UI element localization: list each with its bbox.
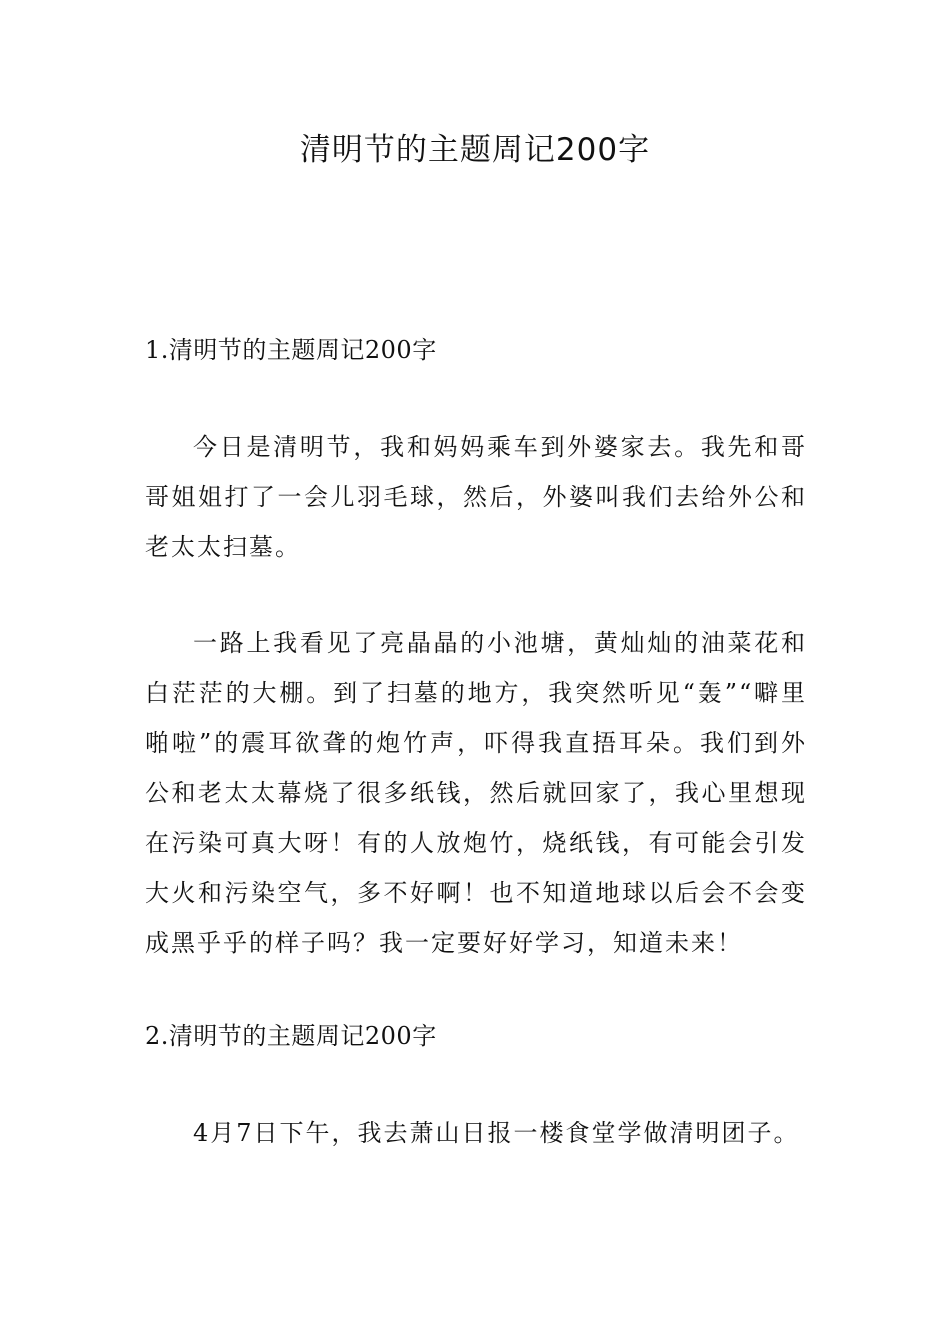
document-title: 清明节的主题周记200字 xyxy=(299,132,651,168)
document-body xyxy=(145,328,807,1158)
spacer xyxy=(145,372,807,422)
paragraph: 今日是清明节，我和妈妈乘车到外婆家去。我先和哥哥姐姐打了一会儿羽毛球，然后，外婆叫我们去给外公和老太太扫墓。 xyxy=(145,433,807,561)
spacer xyxy=(145,968,807,1014)
spacer xyxy=(145,1058,807,1108)
section-heading: 1.清明节的主题周记200字 xyxy=(145,336,437,364)
section-2 xyxy=(145,1014,807,1158)
paragraph: 一路上我看见了亮晶晶的小池塘，黄灿灿的油菜花和白茫茫的大棚。到了扫墓的地方，我突然听见“轰”“噼里啪啦”的震耳欲聋的炮竹声，吓得我直捂耳朵。我们到外公和老太太幕烧了很多纸钱，然后就回家了，我心里想现在污染可真大呀！有的人放炮竹，烧纸钱，有可能会引发大火和污染空气，多不好啊！也不知道地球以后会不会变成黑乎乎的样子吗？我一定要好好学习，知道未来！ xyxy=(145,629,807,957)
section-heading: 2.清明节的主题周记200字 xyxy=(145,1022,437,1050)
section-1 xyxy=(145,328,807,968)
spacer xyxy=(145,572,807,618)
paragraph: 4月7日下午，我去萧山日报一楼食堂学做清明团子。 xyxy=(193,1119,800,1147)
